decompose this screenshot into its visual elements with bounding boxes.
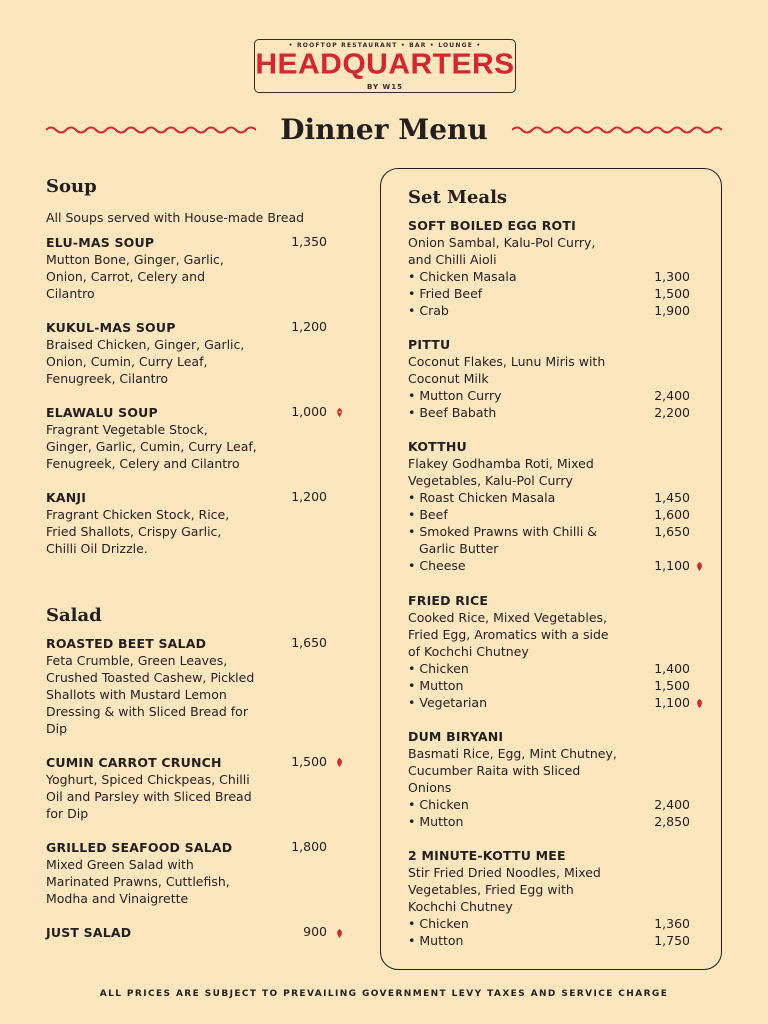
item-desc: Basmati Rice, Egg, Mint Chutney, bbox=[408, 746, 617, 761]
option-name: Chicken bbox=[419, 916, 469, 931]
item-desc: Yoghurt, Spiced Chickpeas, Chilli bbox=[46, 772, 250, 787]
veg-leaf-icon bbox=[335, 408, 344, 417]
logo-name: HEADQUARTERS bbox=[255, 48, 515, 81]
option-row: • Beef Babath 2,200 bbox=[408, 405, 690, 420]
item-price: 900 bbox=[303, 924, 327, 939]
option-row: • Cheese 1,100 bbox=[408, 558, 690, 573]
item-name: ELAWALU SOUP bbox=[46, 405, 158, 420]
option-row: • Beef 1,600 bbox=[408, 507, 690, 522]
footer-disclaimer: ALL PRICES ARE SUBJECT TO PREVAILING GOVERNMENT LEVY TAXES AND SERVICE CHARGE bbox=[99, 989, 669, 999]
menu-item bbox=[408, 592, 698, 660]
item-desc: Cooked Rice, Mixed Vegetables, bbox=[408, 610, 607, 625]
veg-leaf-icon bbox=[695, 562, 704, 571]
option-row: • Smoked Prawns with Chilli & 1,650 bbox=[408, 524, 690, 539]
option-row: • Chicken 1,400 bbox=[408, 661, 690, 676]
veg-leaf-icon bbox=[695, 699, 704, 708]
item-desc: Dressing & with Sliced Bread for bbox=[46, 704, 248, 719]
item-desc: Modha and Vinaigrette bbox=[46, 891, 189, 906]
item-price: 1,000 bbox=[291, 404, 327, 419]
item-desc: Kochchi Chutney bbox=[408, 899, 513, 914]
item-desc: Coconut Flakes, Lunu Miris with bbox=[408, 354, 606, 369]
item-desc: Fenugreek, Cilantro bbox=[46, 371, 169, 386]
item-desc: Onion, Cumin, Curry Leaf, bbox=[46, 354, 208, 369]
item-desc: Fried Egg, Aromatics with a side bbox=[408, 627, 609, 642]
option-price: 1,500 bbox=[654, 678, 690, 693]
menu-item bbox=[46, 839, 296, 907]
item-name: ROASTED BEET SALAD bbox=[46, 636, 207, 651]
item-desc: of Kochchi Chutney bbox=[408, 644, 529, 659]
item-price: 1,650 bbox=[291, 635, 327, 650]
option-price: 1,650 bbox=[654, 524, 690, 539]
item-desc: Vegetables, Kalu-Pol Curry bbox=[408, 473, 573, 488]
option-row-continued bbox=[419, 540, 690, 557]
menu-item bbox=[46, 754, 296, 822]
item-desc: Cilantro bbox=[46, 286, 95, 301]
item-desc: Vegetables, Fried Egg with bbox=[408, 882, 574, 897]
option-price: 2,400 bbox=[654, 388, 690, 403]
item-desc: Onions bbox=[408, 780, 452, 795]
item-name: DUM BIRYANI bbox=[408, 729, 504, 744]
option-row: • Mutton 2,850 bbox=[408, 814, 690, 829]
option-name: Smoked Prawns with Chilli & bbox=[419, 524, 598, 539]
option-name: Mutton Curry bbox=[419, 388, 502, 403]
menu-item bbox=[46, 635, 296, 737]
right-wave-divider bbox=[512, 124, 722, 136]
option-price: 1,750 bbox=[654, 933, 690, 948]
option-price: 2,200 bbox=[654, 405, 690, 420]
item-desc: Fried Shallots, Crispy Garlic, bbox=[46, 524, 222, 539]
option-name: Beef Babath bbox=[419, 405, 497, 420]
item-desc: Onion Sambal, Kalu-Pol Curry, bbox=[408, 235, 596, 250]
option-price: 1,300 bbox=[654, 269, 690, 284]
menu-item bbox=[46, 404, 296, 472]
item-desc: Crushed Toasted Cashew, Pickled bbox=[46, 670, 255, 685]
option-row: • Mutton 1,750 bbox=[408, 933, 690, 948]
item-desc: Stir Fried Dried Noodles, Mixed bbox=[408, 865, 601, 880]
item-name: CUMIN CARROT CRUNCH bbox=[46, 755, 222, 770]
option-name: Chicken bbox=[419, 661, 469, 676]
item-desc: Cucumber Raita with Sliced bbox=[408, 763, 581, 778]
option-price: 1,500 bbox=[654, 286, 690, 301]
item-name: ELU-MAS SOUP bbox=[46, 235, 155, 250]
option-name: Vegetarian bbox=[419, 695, 488, 710]
item-desc: Oil and Parsley with Sliced Bread bbox=[46, 789, 252, 804]
item-desc: Shallots with Mustard Lemon bbox=[46, 687, 227, 702]
menu-item bbox=[46, 234, 296, 302]
item-price: 1,500 bbox=[291, 754, 327, 769]
option-row: • Chicken Masala 1,300 bbox=[408, 269, 690, 284]
item-name: GRILLED SEAFOOD SALAD bbox=[46, 840, 233, 855]
option-price: 1,100 bbox=[654, 558, 690, 573]
item-desc: Braised Chicken, Ginger, Garlic, bbox=[46, 337, 245, 352]
item-desc: Onion, Carrot, Celery and bbox=[46, 269, 206, 284]
item-desc: and Chilli Aioli bbox=[408, 252, 497, 267]
item-desc: Feta Crumble, Green Leaves, bbox=[46, 653, 228, 668]
salad-section-title: Salad bbox=[46, 605, 102, 626]
option-name: Cheese bbox=[419, 558, 466, 573]
item-name: KUKUL-MAS SOUP bbox=[46, 320, 176, 335]
item-desc: Flakey Godhamba Roti, Mixed bbox=[408, 456, 594, 471]
menu-item bbox=[408, 847, 698, 915]
option-row: • Chicken 1,360 bbox=[408, 916, 690, 931]
option-row: • Mutton 1,500 bbox=[408, 678, 690, 693]
option-name: Mutton bbox=[419, 678, 464, 693]
option-name: Chicken Masala bbox=[419, 269, 517, 284]
restaurant-logo bbox=[254, 39, 516, 93]
option-price: 1,600 bbox=[654, 507, 690, 522]
menu-item bbox=[46, 924, 296, 941]
option-row: • Vegetarian 1,100 bbox=[408, 695, 690, 710]
item-name: KOTTHU bbox=[408, 439, 467, 454]
menu-item bbox=[408, 728, 698, 796]
option-row: • Chicken 2,400 bbox=[408, 797, 690, 812]
option-name: Crab bbox=[419, 303, 449, 318]
item-price: 1,350 bbox=[291, 234, 327, 249]
item-name: PITTU bbox=[408, 337, 451, 352]
item-price: 1,200 bbox=[291, 489, 327, 504]
soup-note: All Soups served with House-made Bread bbox=[46, 210, 305, 225]
item-desc: Ginger, Garlic, Cumin, Curry Leaf, bbox=[46, 439, 257, 454]
item-name: 2 MINUTE-KOTTU MEE bbox=[408, 848, 566, 863]
veg-leaf-icon bbox=[335, 929, 344, 938]
item-name: KANJI bbox=[46, 490, 87, 505]
option-row: • Mutton Curry 2,400 bbox=[408, 388, 690, 403]
option-price: 2,400 bbox=[654, 797, 690, 812]
item-name: SOFT BOILED EGG ROTI bbox=[408, 218, 576, 233]
menu-item bbox=[408, 336, 698, 387]
option-price: 1,900 bbox=[654, 303, 690, 318]
option-name: Garlic Butter bbox=[419, 541, 499, 556]
item-desc: Mixed Green Salad with bbox=[46, 857, 194, 872]
option-name: Mutton bbox=[419, 814, 464, 829]
menu-item bbox=[46, 489, 296, 557]
veg-leaf-icon bbox=[335, 758, 344, 767]
item-name: JUST SALAD bbox=[46, 925, 132, 940]
option-name: Roast Chicken Masala bbox=[419, 490, 556, 505]
item-desc: Fragrant Chicken Stock, Rice, bbox=[46, 507, 230, 522]
option-name: Chicken bbox=[419, 797, 469, 812]
menu-item bbox=[408, 438, 698, 489]
item-desc: Mutton Bone, Ginger, Garlic, bbox=[46, 252, 224, 267]
option-row: • Fried Beef 1,500 bbox=[408, 286, 690, 301]
option-price: 1,100 bbox=[654, 695, 690, 710]
option-price: 1,400 bbox=[654, 661, 690, 676]
option-name: Mutton bbox=[419, 933, 464, 948]
option-price: 1,450 bbox=[654, 490, 690, 505]
item-desc: Fenugreek, Celery and Cilantro bbox=[46, 456, 240, 471]
item-desc: Dip bbox=[46, 721, 68, 736]
option-name: Fried Beef bbox=[419, 286, 483, 301]
set-meals-title: Set Meals bbox=[408, 187, 508, 208]
item-desc: Fragrant Vegetable Stock, bbox=[46, 422, 208, 437]
option-row: • Roast Chicken Masala 1,450 bbox=[408, 490, 690, 505]
option-price: 1,360 bbox=[654, 916, 690, 931]
item-desc: for Dip bbox=[46, 806, 89, 821]
item-name: FRIED RICE bbox=[408, 593, 489, 608]
logo-tagline: • ROOFTOP RESTAURANT • BAR • LOUNGE • bbox=[288, 42, 482, 49]
option-row: • Crab 1,900 bbox=[408, 303, 690, 318]
item-desc: Marinated Prawns, Cuttlefish, bbox=[46, 874, 230, 889]
logo-by: BY W15 bbox=[367, 83, 403, 91]
page-title: Dinner Menu bbox=[280, 113, 488, 146]
item-desc: Chilli Oil Drizzle. bbox=[46, 541, 148, 556]
soup-section-title: Soup bbox=[46, 176, 97, 197]
item-desc: Coconut Milk bbox=[408, 371, 489, 386]
item-price: 1,800 bbox=[291, 839, 327, 854]
option-name: Beef bbox=[419, 507, 448, 522]
menu-item bbox=[46, 319, 296, 387]
menu-item bbox=[408, 217, 698, 268]
item-price: 1,200 bbox=[291, 319, 327, 334]
option-price: 2,850 bbox=[654, 814, 690, 829]
